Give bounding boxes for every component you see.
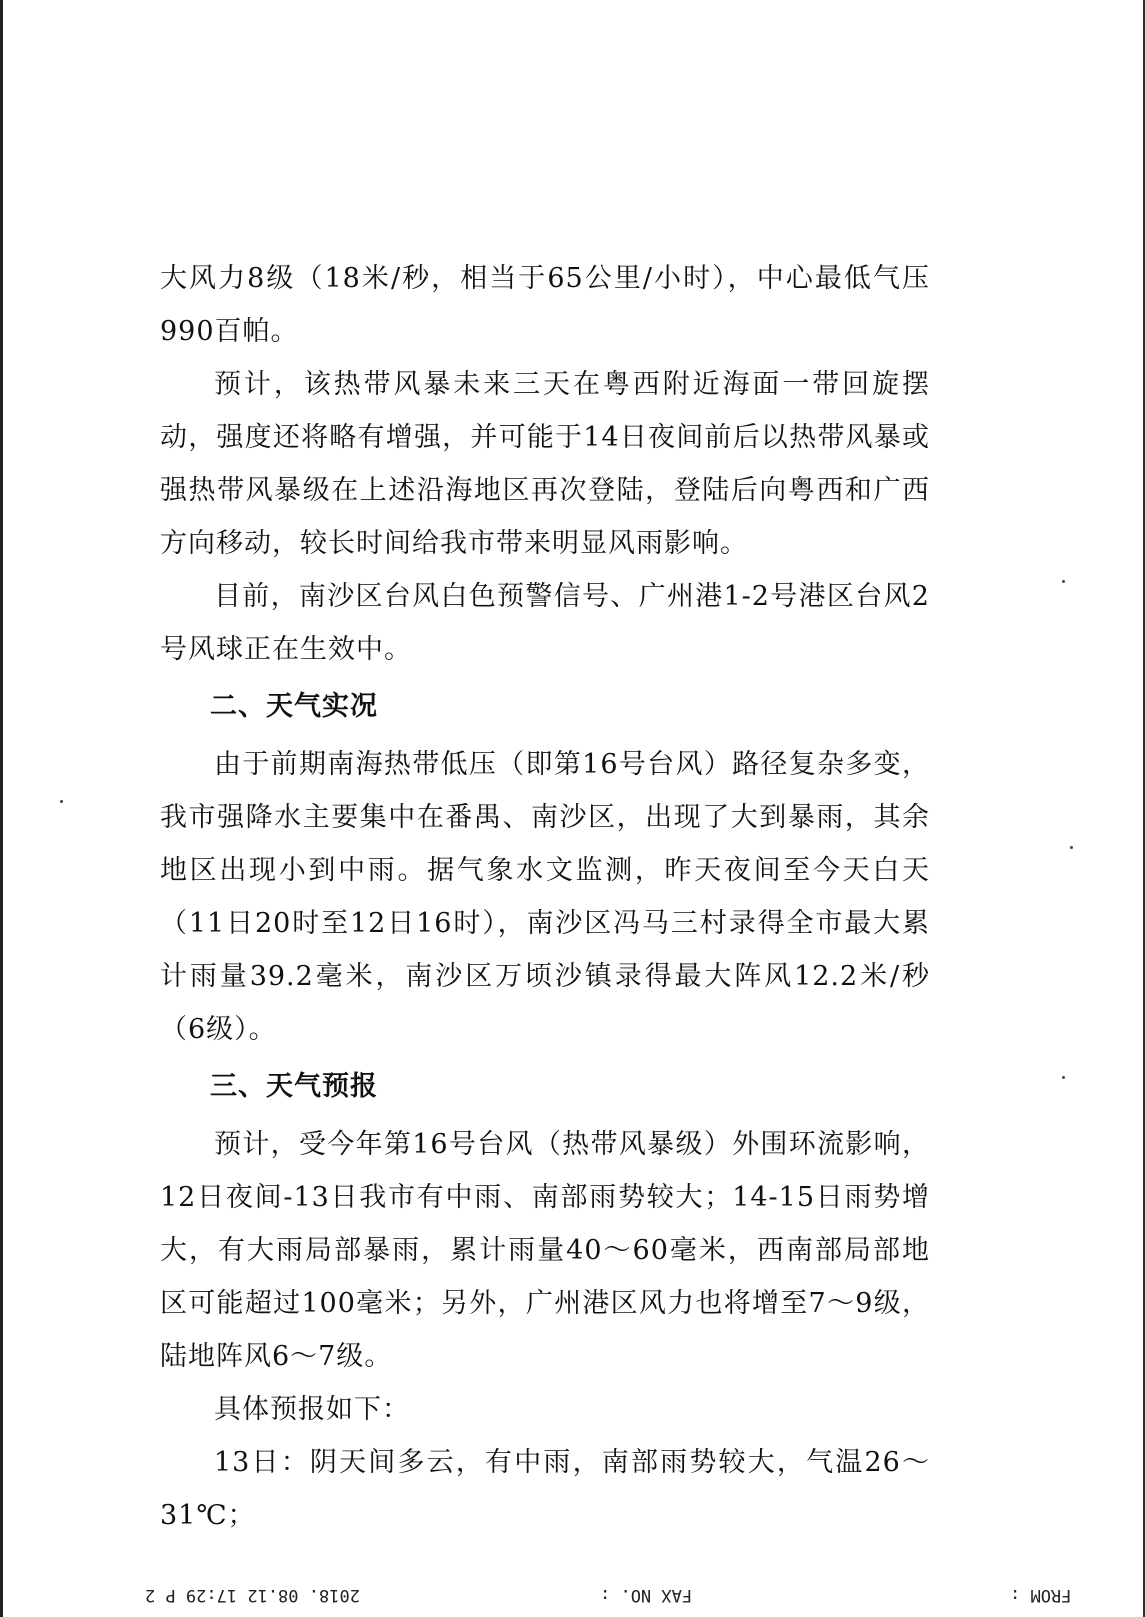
fax-number: FAX NO. : [600,1585,693,1605]
paragraph-warning-signals: 目前，南沙区台风白色预警信号、广州港1-2号港区台风2号风球正在生效中。 [160,581,930,665]
scan-speck [1062,1076,1065,1079]
scan-speck [60,800,63,803]
section-heading-weather-conditions: 二、天气实况 [210,691,378,722]
document-body [160,252,930,1542]
scan-speck [1062,580,1065,583]
fax-from: FROM : [1010,1585,1072,1605]
fax-timestamp: 2018. 08.12 17:29 P 2 [145,1585,360,1605]
fax-header-strip [0,1585,1145,1609]
scan-speck [1070,846,1073,849]
scan-left-edge [0,0,3,1617]
paragraph-forecast-intro: 具体预报如下： [214,1394,410,1425]
paragraph-forecast-storm: 预计，该热带风暴未来三天在粤西附近海面一带回旋摆动，强度还将略有增强，并可能于14日夜间前后以热带风暴或强热带风暴级在上述沿海地区再次登陆，登陆后向粤西和广西方向移动，较长时间给我市带来明显风雨影响。 [160,369,930,559]
paragraph-forecast-typhoon: 预计，受今年第16号台风（热带风暴级）外围环流影响，12日夜间-13日我市有中雨、南部雨势较大；14-15日雨势增大，有大雨局部暴雨，累计雨量40～60毫米，西南部局部地区可能超过100毫米；另外，广州港区风力也将增至7～9级，陆地阵风6～7级。 [160,1129,930,1372]
paragraph-intro-wind: 大风力8级（18米/秒，相当于65公里/小时），中心最低气压990百帕。 [160,263,930,347]
paragraph-forecast-day-13: 13日：阴天间多云，有中雨，南部雨势较大，气温26～31℃； [160,1447,930,1531]
paragraph-weather-conditions: 由于前期南海热带低压（即第16号台风）路径复杂多变，我市强降水主要集中在番禺、南沙区，出现了大到暴雨，其余地区出现小到中雨。据气象水文监测，昨天夜间至今天白天（11日20时至12日16时），南沙区冯马三村录得全市最大累计雨量39.2毫米，南沙区万顷沙镇录得最大阵风12.2米/秒（6级）。 [160,749,930,1045]
section-heading-weather-forecast: 三、天气预报 [210,1071,378,1102]
